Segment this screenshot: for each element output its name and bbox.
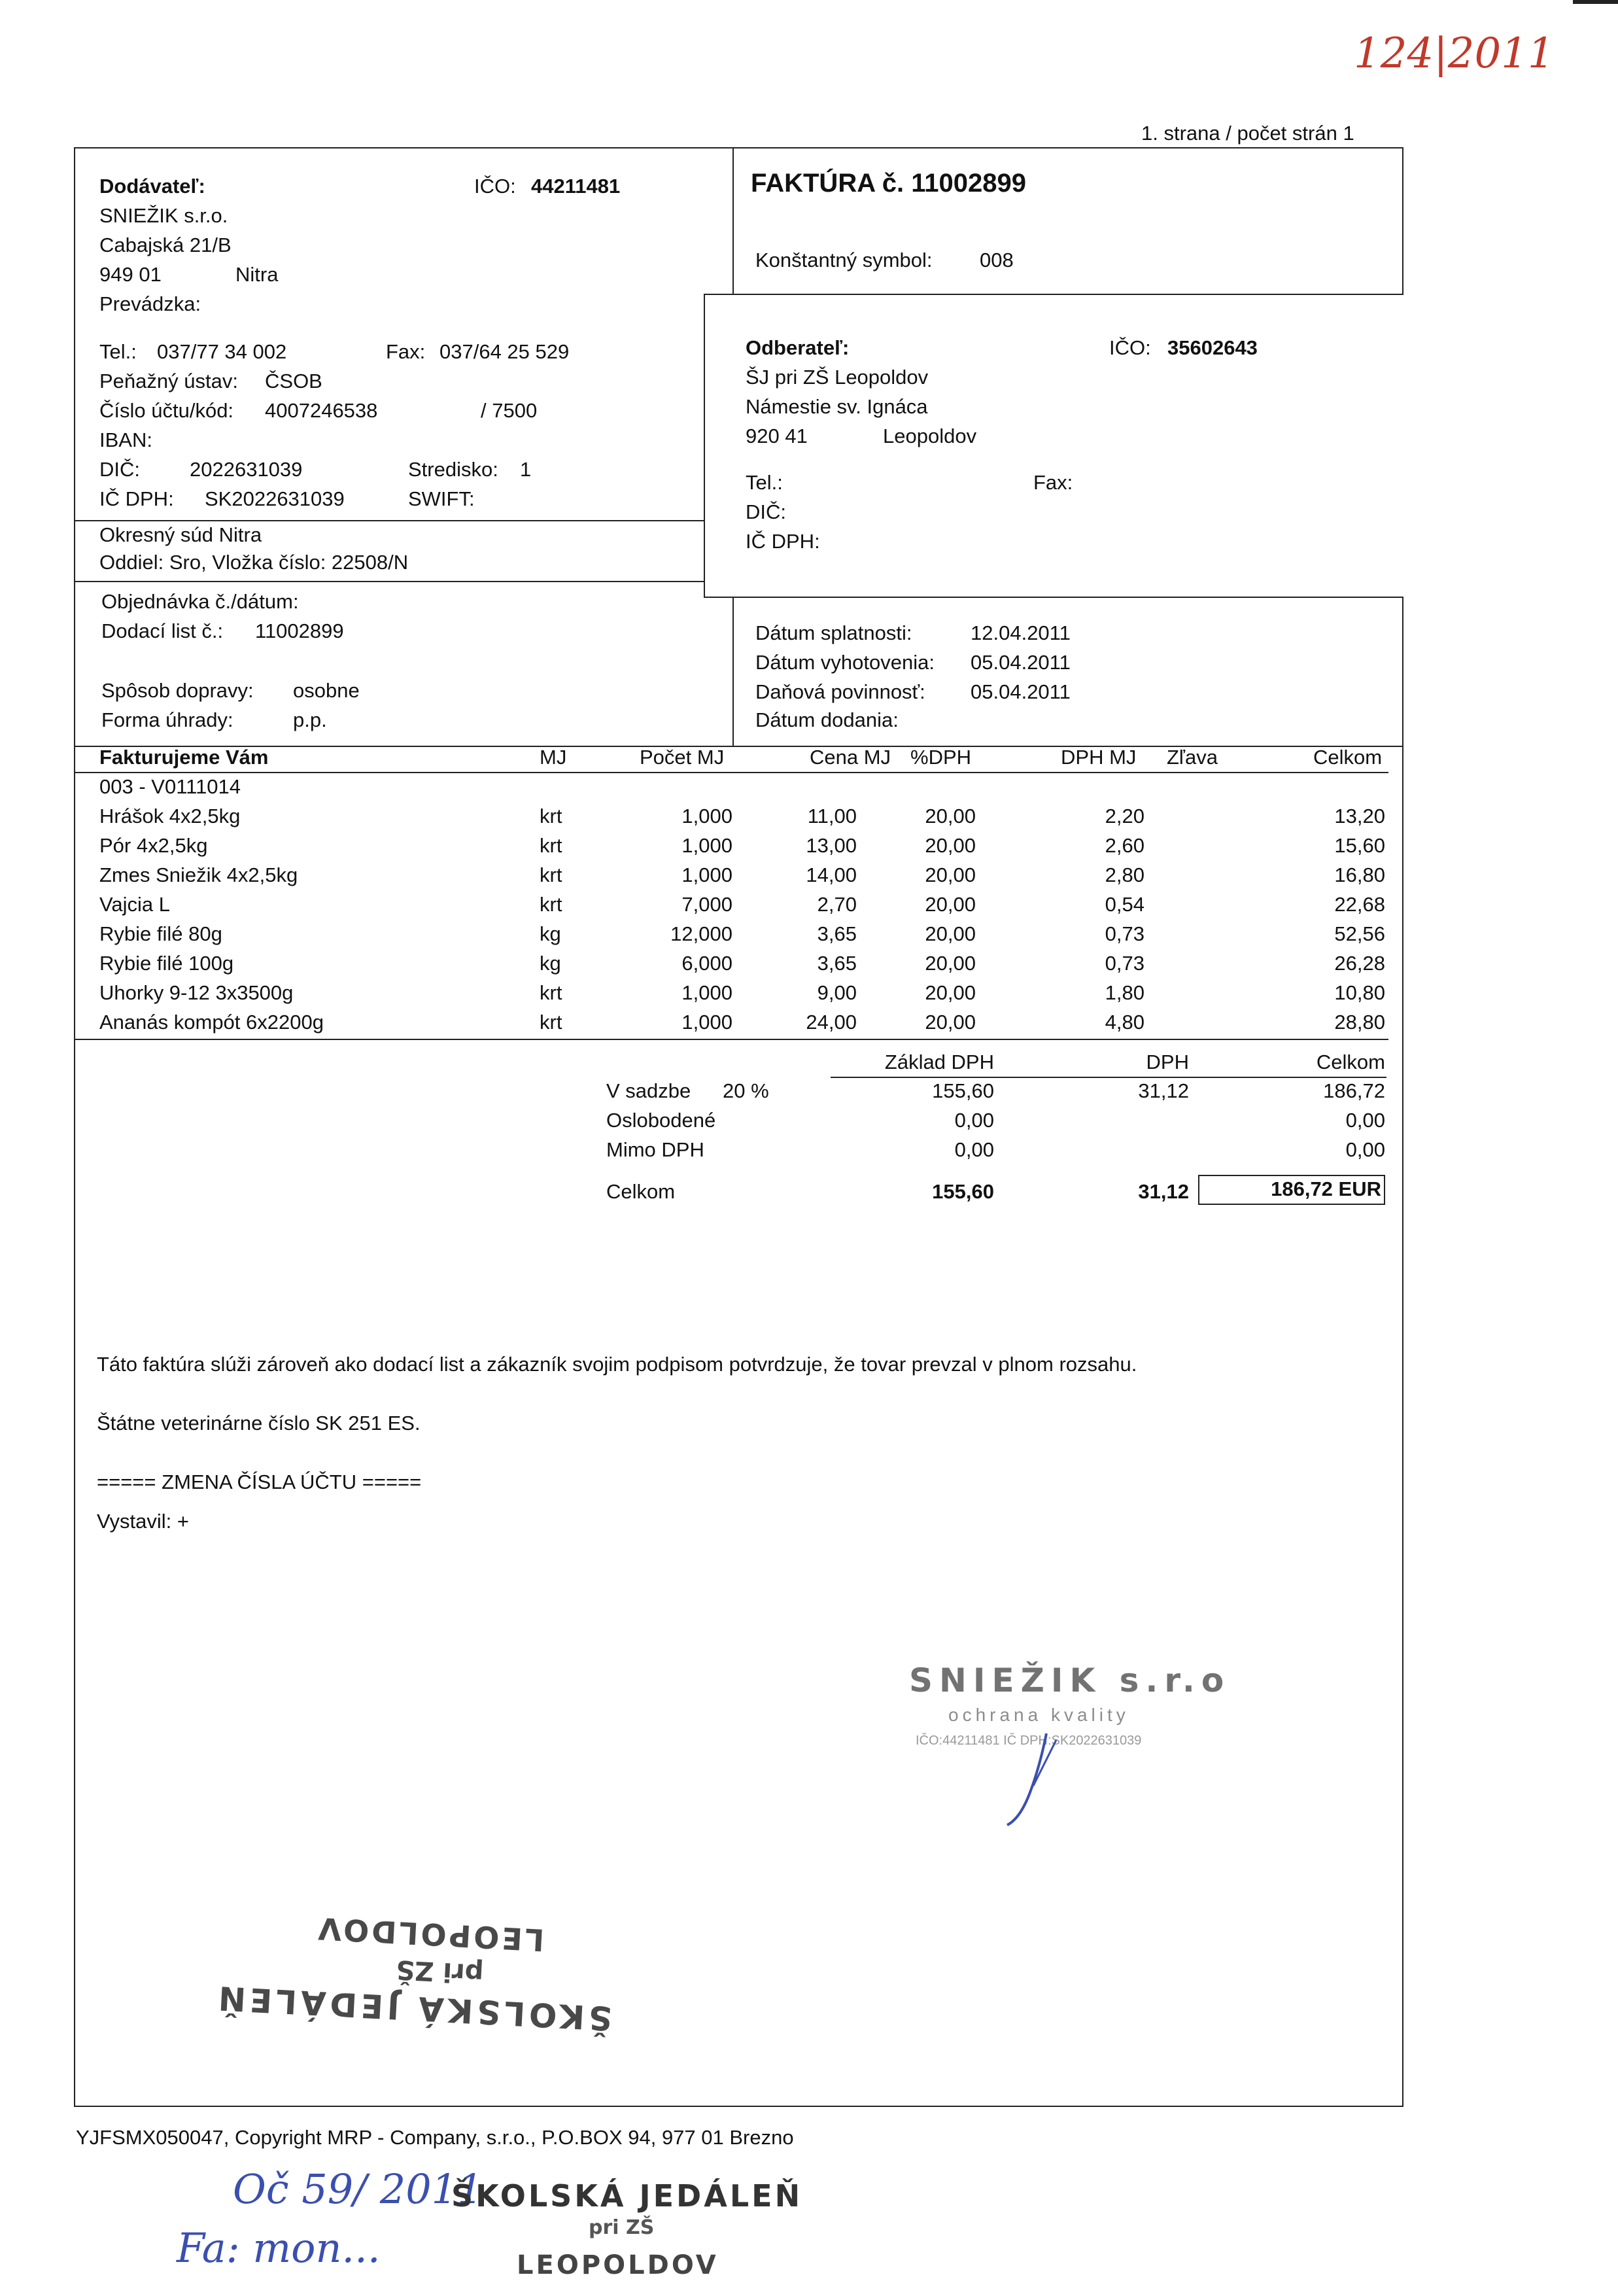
item-vat-mj: 0,54 (1105, 893, 1145, 916)
item-price: 24,00 (806, 1011, 857, 1034)
note-veterinary: Štátne veterinárne číslo SK 251 ES. (97, 1412, 421, 1435)
summary-row-total: 0,00 (1345, 1138, 1385, 1161)
date-dodanie-label: Dátum dodania: (755, 708, 899, 731)
supplier-ico: 44211481 (531, 175, 621, 198)
signature-stroke (994, 1727, 1073, 1832)
table-row (0, 863, 1618, 893)
page-info: 1. strana / počet strán 1 (1141, 122, 1354, 145)
supplier-dic: 2022631039 (190, 458, 303, 481)
table-group-row: 003 - V0111014 (99, 775, 241, 798)
handwritten-ref: 124|2011 (1354, 29, 1555, 78)
col-header-price: Cena MJ (810, 746, 891, 769)
item-price: 3,65 (817, 952, 857, 975)
item-count: 1,000 (681, 863, 732, 886)
handwritten-line1: Oč 59/ 2011 (233, 2165, 483, 2213)
item-price: 14,00 (806, 863, 857, 886)
supplier-account-label: Číslo účtu/kód: (99, 399, 234, 422)
order-divider (74, 581, 704, 582)
col-header-mj: MJ (540, 746, 567, 769)
item-unit: kg (540, 952, 561, 975)
summary-header-vat: DPH (1146, 1051, 1189, 1073)
date-vyhotovenie-label: Dátum vyhotovenia: (755, 651, 935, 674)
supplier-bank-label: Peňažný ústav: (99, 370, 238, 392)
item-vat-mj: 4,80 (1105, 1011, 1145, 1034)
customer-tel-label: Tel.: (746, 471, 783, 494)
item-total: 16,80 (1334, 863, 1385, 886)
summary-row-base: 155,60 (932, 1079, 994, 1102)
company-stamp-line1: SNIEŽIK s.r.o (909, 1661, 1231, 1699)
table-row (0, 1011, 1618, 1040)
item-vat-pct: 20,00 (925, 893, 976, 916)
item-count: 1,000 (681, 805, 732, 827)
item-unit: krt (540, 863, 562, 886)
grand-total: 186,72 EUR (1271, 1177, 1381, 1200)
customer-dic-label: DIČ: (746, 500, 786, 523)
item-vat-mj: 2,20 (1105, 805, 1145, 827)
item-name: Rybie filé 100g (99, 952, 234, 975)
customer-city: Leopoldov (883, 425, 977, 447)
item-count: 12,000 (670, 922, 732, 945)
item-unit: krt (540, 893, 562, 916)
supplier-prevadzka: Prevádzka: (99, 292, 201, 315)
item-price: 3,65 (817, 922, 857, 945)
customer-icdph-label: IČ DPH: (746, 530, 820, 553)
item-name: Pór 4x2,5kg (99, 834, 208, 857)
supplier-city: Nitra (235, 263, 279, 286)
summary-total-label: Celkom (606, 1180, 676, 1203)
bottom-stamp-line2: pri ZŠ (589, 2216, 655, 2239)
note-delivery: Táto faktúra slúži zároveň ako dodací list a zákazník svojim podpisom potvrdzuje, že tovar prevzal v plnom rozsahu. (97, 1353, 1137, 1376)
col-header-vat-mj: DPH MJ (1061, 746, 1137, 769)
customer-ico-label: IČO: (1109, 336, 1151, 359)
item-vat-mj: 0,73 (1105, 952, 1145, 975)
school-stamp-line2: pri ZŠ (395, 1954, 485, 1989)
customer-street: Námestie sv. Ignáca (746, 395, 928, 418)
order-dodaci-label: Dodací list č.: (101, 619, 224, 642)
supplier-icdph: SK2022631039 (205, 487, 345, 510)
company-stamp-line3: IČO:44211481 IČ DPH:SK2022631039 (916, 1733, 1142, 1748)
item-vat-mj: 2,80 (1105, 863, 1145, 886)
konst-label: Konštantný symbol: (755, 249, 933, 271)
col-header-vat-pct: %DPH (910, 746, 972, 769)
item-unit: krt (540, 981, 562, 1004)
table-row (0, 834, 1618, 863)
summary-row-vat: 31,12 (1138, 1079, 1189, 1102)
supplier-tel: 037/77 34 002 (157, 340, 287, 363)
item-count: 1,000 (681, 834, 732, 857)
item-vat-mj: 2,60 (1105, 834, 1145, 857)
item-name: Zmes Sniežik 4x2,5kg (99, 863, 298, 886)
customer-zip: 920 41 (746, 425, 808, 447)
item-vat-pct: 20,00 (925, 1011, 976, 1034)
summary-total-base: 155,60 (932, 1180, 994, 1203)
note-account-change: ===== ZMENA ČÍSLA ÚČTU ===== (97, 1470, 422, 1493)
item-count: 6,000 (681, 952, 732, 975)
school-stamp-line3: LEOPOLDOV (315, 1910, 545, 1958)
table-row (0, 805, 1618, 834)
item-vat-pct: 20,00 (925, 981, 976, 1004)
supplier-fax-label: Fax: (386, 340, 426, 363)
footer-copyright: YJFSMX050047, Copyright MRP - Company, s.r.o., P.O.BOX 94, 977 01 Brezno (76, 2126, 794, 2149)
item-vat-pct: 20,00 (925, 922, 976, 945)
item-count: 1,000 (681, 981, 732, 1004)
item-price: 13,00 (806, 834, 857, 857)
date-splatnost: 12.04.2011 (971, 621, 1071, 644)
summary-row-label: Oslobodené (606, 1109, 716, 1132)
date-vyhotovenie: 05.04.2011 (971, 651, 1071, 674)
summary-header-line (831, 1077, 1386, 1078)
item-vat-pct: 20,00 (925, 952, 976, 975)
item-total: 15,60 (1334, 834, 1385, 857)
customer-label: Odberateľ: (746, 336, 850, 359)
item-total: 28,80 (1334, 1011, 1385, 1034)
table-header (0, 746, 1618, 775)
summary-row-rate: 20 % (723, 1079, 769, 1102)
supplier-name: SNIEŽIK s.r.o. (99, 204, 228, 227)
supplier-bank: ČSOB (265, 370, 322, 392)
col-header-item: Fakturujeme Vám (99, 746, 269, 769)
supplier-register: Oddiel: Sro, Vložka číslo: 22508/N (99, 551, 409, 574)
item-name: Rybie filé 80g (99, 922, 222, 945)
handwritten-line2: Fa: mon... (177, 2224, 381, 2272)
supplier-court: Okresný súd Nitra (99, 523, 262, 546)
item-name: Vajcia L (99, 893, 170, 916)
supplier-stredisko-label: Stredisko: (408, 458, 498, 481)
supplier-street: Cabajská 21/B (99, 234, 232, 256)
order-uhrada-label: Forma úhrady: (101, 708, 233, 731)
school-stamp (213, 1887, 618, 2038)
item-total: 52,56 (1334, 922, 1385, 945)
col-header-discount: Zľava (1167, 746, 1218, 769)
supplier-account: 4007246538 (265, 399, 378, 422)
item-vat-pct: 20,00 (925, 834, 976, 857)
item-vat-mj: 1,80 (1105, 981, 1145, 1004)
summary-total-vat: 31,12 (1138, 1180, 1189, 1203)
supplier-dic-label: DIČ: (99, 458, 140, 481)
item-vat-pct: 20,00 (925, 863, 976, 886)
item-price: 9,00 (817, 981, 857, 1004)
summary-header-base: Základ DPH (884, 1051, 994, 1073)
item-vat-mj: 0,73 (1105, 922, 1145, 945)
item-unit: krt (540, 805, 562, 827)
table-row (0, 981, 1618, 1011)
order-doprava: osobne (293, 679, 360, 702)
supplier-swift-label: SWIFT: (408, 487, 475, 510)
col-header-count: Počet MJ (640, 746, 725, 769)
item-vat-pct: 20,00 (925, 805, 976, 827)
summary-row-total: 186,72 (1323, 1079, 1385, 1102)
date-splatnost-label: Dátum splatnosti: (755, 621, 912, 644)
item-name: Ananás kompót 6x2200g (99, 1011, 324, 1034)
order-doprava-label: Spôsob dopravy: (101, 679, 254, 702)
supplier-fax: 037/64 25 529 (439, 340, 570, 363)
bottom-stamp-line3: LEOPOLDOV (517, 2250, 719, 2280)
supplier-icdph-label: IČ DPH: (99, 487, 174, 510)
item-count: 7,000 (681, 893, 732, 916)
note-issued-by: Vystavil: + (97, 1510, 189, 1533)
summary-header-total: Celkom (1316, 1051, 1385, 1073)
item-total: 13,20 (1334, 805, 1385, 827)
summary-row-total: 0,00 (1345, 1109, 1385, 1132)
item-unit: kg (540, 922, 561, 945)
summary-row-label: Mimo DPH (606, 1138, 704, 1161)
order-uhrada: p.p. (293, 708, 327, 731)
item-name: Uhorky 9-12 3x3500g (99, 981, 294, 1004)
supplier-zip: 949 01 (99, 263, 162, 286)
table-row (0, 922, 1618, 952)
supplier-account-code: / 7500 (481, 399, 538, 422)
summary-row-label: V sadzbe (606, 1079, 691, 1102)
supplier-stredisko: 1 (520, 458, 532, 481)
table-row (0, 952, 1618, 981)
item-total: 10,80 (1334, 981, 1385, 1004)
date-danova-label: Daňová povinnosť: (755, 680, 925, 703)
customer-name: ŠJ pri ZŠ Leopoldov (746, 366, 929, 389)
table-bottom-line (74, 1039, 1388, 1040)
item-unit: krt (540, 1011, 562, 1034)
col-header-total: Celkom (1313, 746, 1383, 769)
item-price: 2,70 (817, 893, 857, 916)
item-price: 11,00 (807, 805, 857, 827)
school-stamp-line1: ŠKOLSKÁ JEDÁLEŇ (213, 1978, 613, 2038)
summary-row-base: 0,00 (954, 1138, 994, 1161)
customer-fax-label: Fax: (1033, 471, 1073, 494)
order-dodaci: 11002899 (255, 619, 344, 642)
item-unit: krt (540, 834, 562, 857)
item-total: 22,68 (1334, 893, 1385, 916)
supplier-label: Dodávateľ: (99, 175, 205, 198)
court-divider (74, 520, 704, 521)
supplier-ico-label: IČO: (474, 175, 516, 198)
corner-mark (1573, 0, 1618, 4)
customer-ico: 35602643 (1167, 336, 1258, 359)
invoice-title: FAKTÚRA č. 11002899 (751, 169, 1026, 198)
supplier-tel-label: Tel.: (99, 340, 137, 363)
item-name: Hrášok 4x2,5kg (99, 805, 241, 827)
item-total: 26,28 (1334, 952, 1385, 975)
date-danova: 05.04.2011 (971, 680, 1071, 703)
company-stamp-line2: ochrana kvality (948, 1705, 1129, 1725)
supplier-iban-label: IBAN: (99, 428, 152, 451)
konst-value: 008 (980, 249, 1014, 271)
summary-row-base: 0,00 (954, 1109, 994, 1132)
item-count: 1,000 (681, 1011, 732, 1034)
bottom-stamp-line1: ŠKOLSKÁ JEDÁLEŇ (451, 2178, 803, 2214)
table-row (0, 893, 1618, 922)
table-header-line (74, 772, 1388, 773)
order-objednavka-label: Objednávka č./dátum: (101, 590, 299, 613)
